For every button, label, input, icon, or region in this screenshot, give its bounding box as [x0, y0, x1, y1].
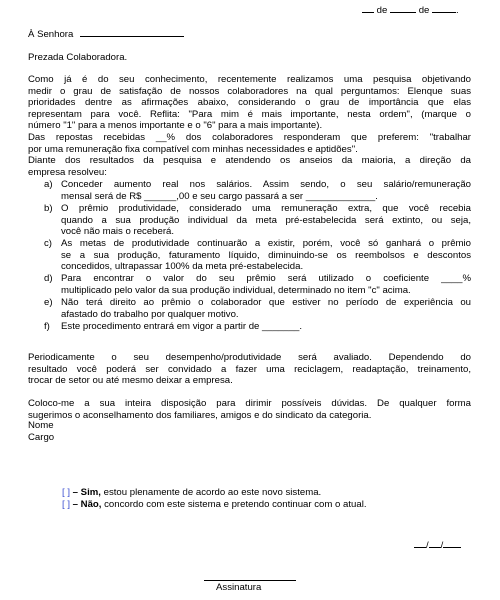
- yes-label: – Sim,: [70, 487, 101, 498]
- closing-line: sugerimos o aconselhamento dos familiares, amigos e do sindicato da categoria.: [28, 409, 372, 421]
- evaluation-line: trocar de setor ou até mesmo deixar a empresa.: [28, 375, 233, 387]
- sender-role: Cargo: [28, 432, 55, 443]
- item-label: e): [44, 297, 53, 308]
- closing-line: Coloco-me a sua inteira disposição para dirimir possíveis dúvidas. De qualquer forma: [28, 398, 471, 409]
- item-line: Para encontrar o valor do seu prêmio será utilizado o coeficiente ____%: [61, 273, 471, 284]
- date-short: / /: [414, 538, 461, 552]
- date-de-1: de: [376, 5, 388, 16]
- intro-line: medir o grau de satisfação de nossos colaboradores na qual perguntamos: Elenque suas: [28, 85, 471, 97]
- no-checkbox[interactable]: [ ]: [62, 499, 70, 510]
- item-text: [61, 321, 471, 333]
- item-text: [61, 203, 471, 238]
- item-line: mensal será de R$ ______,00 e seu cargo passará a ser _____________.: [61, 190, 378, 202]
- recipient-blank: [80, 27, 184, 37]
- option-no: [62, 499, 367, 511]
- item-label: a): [44, 179, 53, 190]
- item-line: quando a sua produção individual da meta pré-estabelecida será extinto, ou seja,: [61, 214, 471, 226]
- date-line: de de .: [362, 3, 459, 17]
- sender-name: Nome: [28, 420, 54, 431]
- month-blank: [390, 3, 416, 13]
- item-text: [61, 238, 471, 273]
- no-text: concordo com este sistema e pretendo continuar com o atual.: [101, 499, 367, 510]
- date-de-2: de: [418, 5, 430, 16]
- intro-line: representam para você. Reflita: "Para mim é mais importante, nesta ordem", (marque o: [28, 108, 471, 120]
- decision-paragraph: [28, 155, 471, 178]
- yes-checkbox[interactable]: [ ]: [62, 487, 70, 498]
- recipient-label: À Senhora: [28, 29, 74, 40]
- item-line: Este procedimento entrará em vigor a partir de _______.: [61, 321, 303, 332]
- item-label: b): [44, 203, 53, 214]
- responses-line: Das repostas recebidas __% dos colaboradores responderam que preferem: "trabalhar: [28, 132, 471, 143]
- intro-line: Como já é do seu conhecimento, recentemente realizamos uma pesquisa objetivando: [28, 74, 471, 85]
- salutation: Prezada Colaboradora.: [28, 52, 128, 63]
- evaluation-line: resultado você poderá ser convidado a fazer uma reciclagem, readaptação, treinamento,: [28, 363, 471, 375]
- decision-line: empresa resolveu:: [28, 166, 107, 178]
- item-line: afastado do trabalho por qualquer motivo.: [61, 308, 239, 320]
- evaluation-paragraph: [28, 352, 471, 387]
- item-line: multiplicado pelo valor da sua produção individual, determinado no item "c" acima.: [61, 284, 411, 296]
- signature-label: Assinatura: [216, 582, 262, 593]
- recipient-line: [28, 27, 184, 41]
- item-line: você não mais o receberá.: [61, 226, 175, 238]
- item-label: f): [44, 321, 50, 332]
- item-line: Não terá direito ao prêmio o colaborador que estiver no período de experiência ou: [61, 297, 471, 308]
- item-line: se a sua produção, faturamento líquido, diminuindo-se os reembolsos e descontos: [61, 249, 471, 261]
- item-line: concedidos, ultrapassar 100% da meta pré-estabelecida.: [61, 261, 304, 273]
- no-label: – Não,: [70, 499, 102, 510]
- intro-line: número "1" para a menos importante e o "6" para a mais importante).: [28, 120, 323, 132]
- option-yes: [62, 487, 321, 499]
- intro-paragraph: [28, 74, 471, 132]
- decision-line: Diante dos resultados da pesquisa e atendendo os anseios da maioria, a direção da: [28, 155, 471, 166]
- item-text: [61, 179, 471, 202]
- closing-paragraph: [28, 398, 471, 421]
- item-label: d): [44, 273, 53, 284]
- item-line: As metas de produtividade continuarão a existir, porém, você só ganhará o prêmio: [61, 238, 471, 249]
- evaluation-line: Periodicamente o seu desempenho/produtividade será avaliado. Dependendo do: [28, 352, 471, 363]
- year-blank: [432, 3, 456, 13]
- day-blank: [362, 3, 374, 13]
- item-label: c): [44, 238, 52, 249]
- item-line: Conceder aumento real nos salários. Assim sendo, o seu salário/remuneração: [61, 179, 471, 190]
- responses-paragraph: [28, 132, 471, 155]
- responses-line: por uma remuneração fixa compatível com minhas necessidades e aptidões".: [28, 143, 358, 155]
- item-line: O prêmio produtividade, considerado uma remuneração extra, que você recebia: [61, 203, 471, 214]
- item-text: [61, 273, 471, 296]
- yes-text: estou plenamente de acordo ao este novo sistema.: [100, 487, 322, 498]
- item-text: [61, 297, 471, 320]
- signature-line: [204, 580, 296, 581]
- intro-line: prioridades dentre as afirmações abaixo, considerando o grau de importância que elas: [28, 97, 471, 109]
